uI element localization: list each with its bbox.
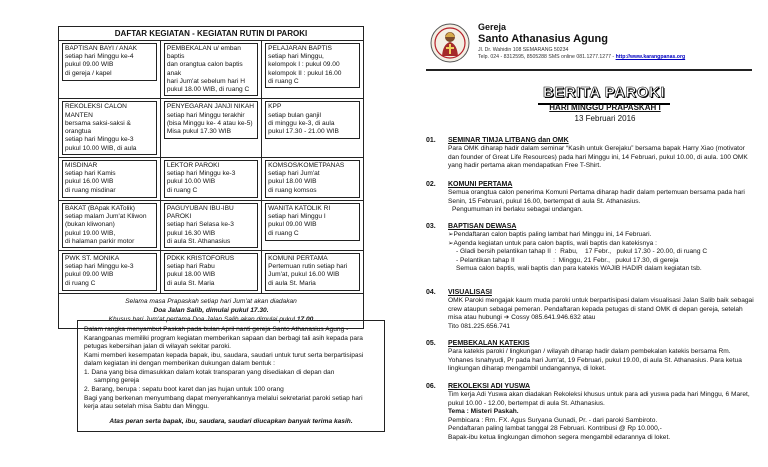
schedule-cell-content (62, 43, 157, 81)
activity-detail: setiap hari Kamis (65, 170, 116, 178)
tema-label: Tema : (448, 408, 471, 416)
schedule-row (59, 250, 363, 293)
schedule-cell-content (265, 101, 360, 139)
activity-detail: Jum'at, pukul 16.00 WIB (268, 271, 340, 279)
church-label: Gereja (478, 22, 507, 32)
schedule-cell-content (164, 101, 258, 139)
arrow-right-icon: ➔ (503, 314, 510, 322)
activity-detail: setiap hari Selasa ke-3 (166, 221, 234, 229)
activity-detail: pukul 09.00 WIB (268, 221, 317, 229)
letter-p1: Dalam rangka menyambut Paskah pada bulan April nanti gereja Santo Athanasius Agung - Karangpanas memiliki program kegiatan memberikan sapaan dan berbagi tali asih kepada para petugas kebersihan jalan di wilayah sekitar paroki. (84, 326, 363, 351)
activity-detail: setiap hari Minggu I (268, 213, 326, 221)
schedule-cell (59, 41, 160, 99)
note-line-3-time: 17.00 (296, 315, 314, 323)
schedule-cell (160, 250, 261, 293)
activity-name: KOMUNI PERTAMA (268, 254, 328, 262)
activity-detail: setiap hari Rabu (166, 263, 215, 271)
schedule-cell (262, 99, 363, 157)
letter-item-1: 1. Dana yang bisa dimasukkan dalam kotak transparan yang disediakan di depan dan (84, 368, 335, 376)
schedule-row (59, 200, 363, 250)
schedule-cell-content (265, 43, 360, 88)
section-title: PEMBEKALAN KATEKIS (448, 340, 530, 347)
schedule-cell-content (164, 203, 258, 248)
section-number: 01. (426, 137, 436, 144)
church-logo-icon (430, 22, 470, 64)
schedule-cell (262, 157, 363, 200)
schedule-cell (160, 99, 261, 157)
section-4 (426, 288, 756, 331)
schedule-cell (59, 157, 160, 200)
activity-detail: di aula St. Maria (166, 279, 215, 287)
section-number: 05. (426, 340, 436, 347)
activity-name: MISDINAR (65, 161, 98, 169)
schedule-cell (59, 99, 160, 157)
schedule-row (59, 157, 363, 200)
note-line-3: Khusus hari Jum'at pertama Doa Jalan Salib akan dimulai pukul (108, 315, 295, 323)
section-body-3: Pendaftaran paling lambat tanggal 28 Februari. Kontribusi @ Rp 10.000,- (448, 425, 662, 433)
activity-detail: di ruang C (65, 279, 96, 287)
section-6 (426, 382, 756, 442)
activity-detail: di ruang misdinar (65, 186, 116, 194)
activity-detail: setiap hari Minggu terakhir (166, 111, 245, 119)
activity-detail: kelompok II : pukul 16.00 (268, 69, 342, 77)
bulletin-date: 13 Februari 2016 (574, 113, 636, 123)
activity-detail: (bukan kliwonan) (65, 221, 115, 229)
section-body-text: OMK Paroki mengajak kaum muda paroki untuk berpartisipasi dalam visualisasi Jalan Salib baik sebagai crew ataupun sebagai pemeran. Pendaftaran kepada petugas di stand OMK di depan gereja, setelah misa atau hubungi (448, 297, 754, 322)
activity-name: WANITA KATOLIK RI (268, 204, 331, 212)
bulletin-subtitle: HARI MINGGU PRAPASKAH I (549, 103, 661, 112)
schedule-cell-content (62, 253, 157, 291)
schedule-cell-content (62, 203, 157, 248)
section-body-2: Pengumuman ini berlaku sebagai undangan. (452, 206, 583, 214)
letter-item-2: 2. Barang, berupa : sepatu boot karet dan jas hujan untuk 100 orang (84, 385, 284, 393)
section-2 (426, 180, 756, 215)
church-name: Santo Athanasius Agung (478, 32, 608, 45)
activity-detail: pukul 09.00 WIB (65, 61, 114, 69)
activity-name: PELAJARAN BAPTIS (268, 45, 332, 52)
activity-detail: pukul 09.00 WIB (65, 271, 114, 279)
activity-detail: hari Jum'at sebelum hari H (166, 77, 246, 85)
activity-detail: di aula St. Maria (268, 279, 316, 287)
contact-text: Telp. 024 - 8312595, 8505288 SMS online 081.1277.1277 - (478, 54, 616, 61)
activity-detail: setiap hari Jum'at (268, 170, 320, 178)
section-body: Para katekis paroki / lingkungan / wilayah diharap hadir dalam pembekalan katekis bersama Rm. Yohanes Isnahyudi, Pr pada hari Jum'at, 19 Februari, pukul 19.00, di aula St. Athanasius. Para ketua lingkungan diharap mengambil undangannya, di loket. (448, 348, 742, 373)
schedule-cell-content (164, 43, 258, 96)
activity-name: KPP (268, 103, 282, 111)
letter-box (77, 320, 385, 432)
section-body: Semua orangtua calon penerima Komuni Pertama diharap hadir dalam pertemuan bersama pada hari Senin, 15 Februari, pukul 16.00, bertempat di aula St. Athanasius. (448, 189, 745, 205)
schedule-cell (160, 200, 261, 250)
section-5 (426, 339, 756, 374)
letter-p3: Bagi yang berkenan menyumbang dapat menyerahkannya melalui sekretariat paroki setiap hari kerja atau setelah misa Sabtu dan Minggu. (84, 394, 363, 411)
schedule-table (59, 41, 363, 294)
activity-detail: PAROKI (166, 213, 192, 221)
section-title: BAPTISAN DEWASA (448, 223, 517, 230)
note-line-2: Doa Jalan Salib, dimulai pukul 17.30. (153, 306, 269, 314)
activity-name: KOMSOS/KOMETPANAS (268, 161, 345, 169)
bulletin-title: BERITA PAROKI (538, 84, 670, 105)
section-body-2: Tito 081.225.656.741 (448, 322, 511, 330)
schedule-cell-content (62, 101, 157, 154)
bullet-2: ➢ Agenda kegiatan untuk para calon baptis, wali baptis dan katekisnya : (426, 240, 756, 249)
activity-detail: dan orangtua calon baptis anak (166, 61, 243, 77)
activity-detail: setiap hari Minggu ke-3 (65, 136, 134, 144)
activity-detail: di minggu ke-3, di aula (268, 119, 335, 127)
section-body (426, 297, 756, 323)
activity-detail: pukul 19.00 WIB, (65, 229, 116, 237)
bulletin-subtitle-box (520, 103, 690, 123)
activity-detail: Misa pukul 17.30 WIB (166, 128, 231, 136)
schedule-cell (160, 41, 261, 99)
activity-detail: pukul 18.00 WIB, di ruang C (166, 86, 250, 94)
section-title: VISUALISASI (448, 289, 492, 296)
activity-detail: di ruang C (166, 186, 198, 194)
activity-detail: di ruang C (268, 229, 299, 237)
church-header (478, 22, 748, 60)
letter-p2: Kami memberi kesempatan kepada bapak, ibu, saudara, saudari untuk turut serta berpartisipasi dalam kegiatan ini dengan memberikan dukungan dalam bentuk : (84, 351, 364, 368)
activity-detail: di ruang C (268, 77, 299, 85)
schedule-cell-content (265, 253, 360, 291)
activity-detail: di gereja / kapel (65, 69, 112, 77)
section-title: KOMUNI PERTAMA (448, 181, 513, 188)
section-3 (426, 222, 756, 274)
section-tema (426, 408, 756, 417)
agenda-line-2: - Pelantikan tahap II : Minggu, 21 Febr., pukul 17.30, di gereja (456, 256, 679, 264)
section-title: REKOLEKSI ADI YUSWA (448, 383, 531, 390)
activity-detail: pukul 10.00 WIB (166, 178, 216, 186)
schedule-cell-content (62, 160, 157, 198)
activity-detail: pukul 16.30 WIB (166, 229, 216, 237)
activity-name: PDKK KRISTOFORUS (166, 254, 235, 262)
schedule-cell (262, 250, 363, 293)
activity-detail: setiap hari Minggu, (268, 53, 324, 61)
tema-value: Misteri Paskah. (470, 408, 519, 416)
schedule-cell-content (164, 160, 258, 198)
schedule-cell-content (265, 160, 360, 198)
note-line-1: Selama masa Prapaskah setiap hari Jum'at akan diadakan (125, 297, 297, 305)
activity-name: PWK ST. MONIKA (65, 254, 120, 262)
section-body-4: Bapak-ibu ketua lingkungan dimohon segera mengambil edarannya di loket. (448, 433, 671, 441)
schedule-title: DAFTAR KEGIATAN - KEGIATAN RUTIN DI PAROKI (59, 27, 363, 41)
section-body: Para OMK diharap hadir dalam seminar “Kasih untuk Gerejaku” bersama bapak Harry Xiao (motivator dan founder of Great Life Resources) pada hari Minggu ini, 14 Februari, pukul 10.00, di aula. 100 OMK yang hadir pertama akan mendapatkan Free T-Shirt. (448, 145, 748, 170)
agenda-note: Semua calon baptis, wali baptis dan para katekis WAJIB HADIR dalam kegiatan tsb. (456, 265, 702, 273)
activity-name: PAGUYUBAN IBU-IBU (166, 204, 234, 212)
letter-signoff: Atas peran serta bapak, ibu, saudara, saudari diucapkan banyak terima kasih. (109, 417, 353, 425)
schedule-cell (59, 200, 160, 250)
section-number: 06. (426, 383, 436, 390)
activity-detail: setiap hari Minggu ke-3 (65, 263, 134, 271)
activity-detail: di aula St. Athanasius (166, 237, 231, 245)
activity-detail: pukul 18.00 WIB (268, 178, 317, 186)
activity-detail: setiap hari Minggu ke-4 (65, 53, 134, 61)
activity-name: LEKTOR PAROKI (166, 161, 220, 169)
activity-detail: bersama saksi-saksi & orangtua (65, 119, 131, 136)
activity-name: PEMBEKALAN u/ emban baptis (166, 45, 241, 61)
schedule-row (59, 99, 363, 157)
section-1 (426, 136, 756, 171)
schedule-row (59, 41, 363, 99)
schedule-cell (262, 200, 363, 250)
activity-detail: di ruang komsos (268, 186, 317, 194)
activity-detail: Pertemuan rutin setiap hari (268, 263, 348, 271)
activity-name: PENYEGARAN JANJI NIKAH (166, 103, 255, 111)
section-number: 02. (426, 181, 436, 188)
section-body: Tim kerja Adi Yuswa akan diadakan Rekoleksi khusus untuk para adi yuswa pada hari Minggu, 6 Maret, pukul 10.00 - 12.00, bertempat di aula St. Athanasius. (448, 391, 750, 407)
activity-detail: kelompok I : pukul 09.00 (268, 61, 340, 69)
activity-detail: pukul 18.00 WIB (166, 271, 216, 279)
schedule-cell-content (164, 253, 258, 291)
activity-name: BAPTISAN BAYI / ANAK (65, 45, 138, 52)
website-link[interactable]: http://www.karangpanas.org (615, 54, 686, 61)
bullet-1: ➢ Pendaftaran calon baptis paling lambat hari Minggu ini, 14 Februari. (426, 231, 756, 240)
church-address: Jl. Dr. Wahidin 108 SEMARANG 50234 (478, 46, 569, 53)
activity-detail: di halaman parkir motor (65, 237, 135, 245)
section-number: 03. (426, 223, 436, 230)
section-number: 04. (426, 289, 436, 296)
activity-detail: setiap bulan ganjil (268, 111, 321, 119)
activity-detail: pukul 10.00 WIB, di aula (65, 144, 137, 152)
activity-name: BAKAT (BApak KATolik) (65, 204, 135, 212)
schedule-cell-content (265, 203, 360, 241)
activity-detail: pukul 16.00 WIB (65, 178, 114, 186)
section-body-contact: Cossy 085.641.946.632 atau (509, 314, 596, 322)
activity-detail: setiap malam Jum'at Kliwon (65, 213, 147, 221)
activity-name: REKOLEKSI CALON MANTEN (65, 103, 127, 119)
church-contact (478, 54, 748, 60)
letter-item-1b: samping gereja (94, 377, 140, 385)
agenda-line-1: - Gladi bersih pelantikan tahap II : Rabu, 17 Febr., pukul 17.30 - 20.00, di ruang C (456, 248, 708, 256)
schedule-cell (59, 250, 160, 293)
bulletin-title-box (538, 84, 670, 105)
activity-detail: setiap hari Minggu ke-3 (166, 170, 236, 178)
activity-detail: pukul 17.30 - 21.00 WIB (268, 128, 339, 136)
schedule-cell (160, 157, 261, 200)
schedule-cell (262, 41, 363, 99)
activity-detail: (bisa Minggu ke- 4 atau ke-5) (166, 119, 253, 127)
schedule-box (58, 26, 364, 329)
header-divider (426, 69, 752, 71)
section-title: SEMINAR TIMJA LITBANG dan OMK (448, 137, 569, 144)
section-body-2: Pembicara : Rm. FX. Agus Suryana Gunadi, Pr. - dari paroki Sambiroto. (448, 416, 658, 424)
